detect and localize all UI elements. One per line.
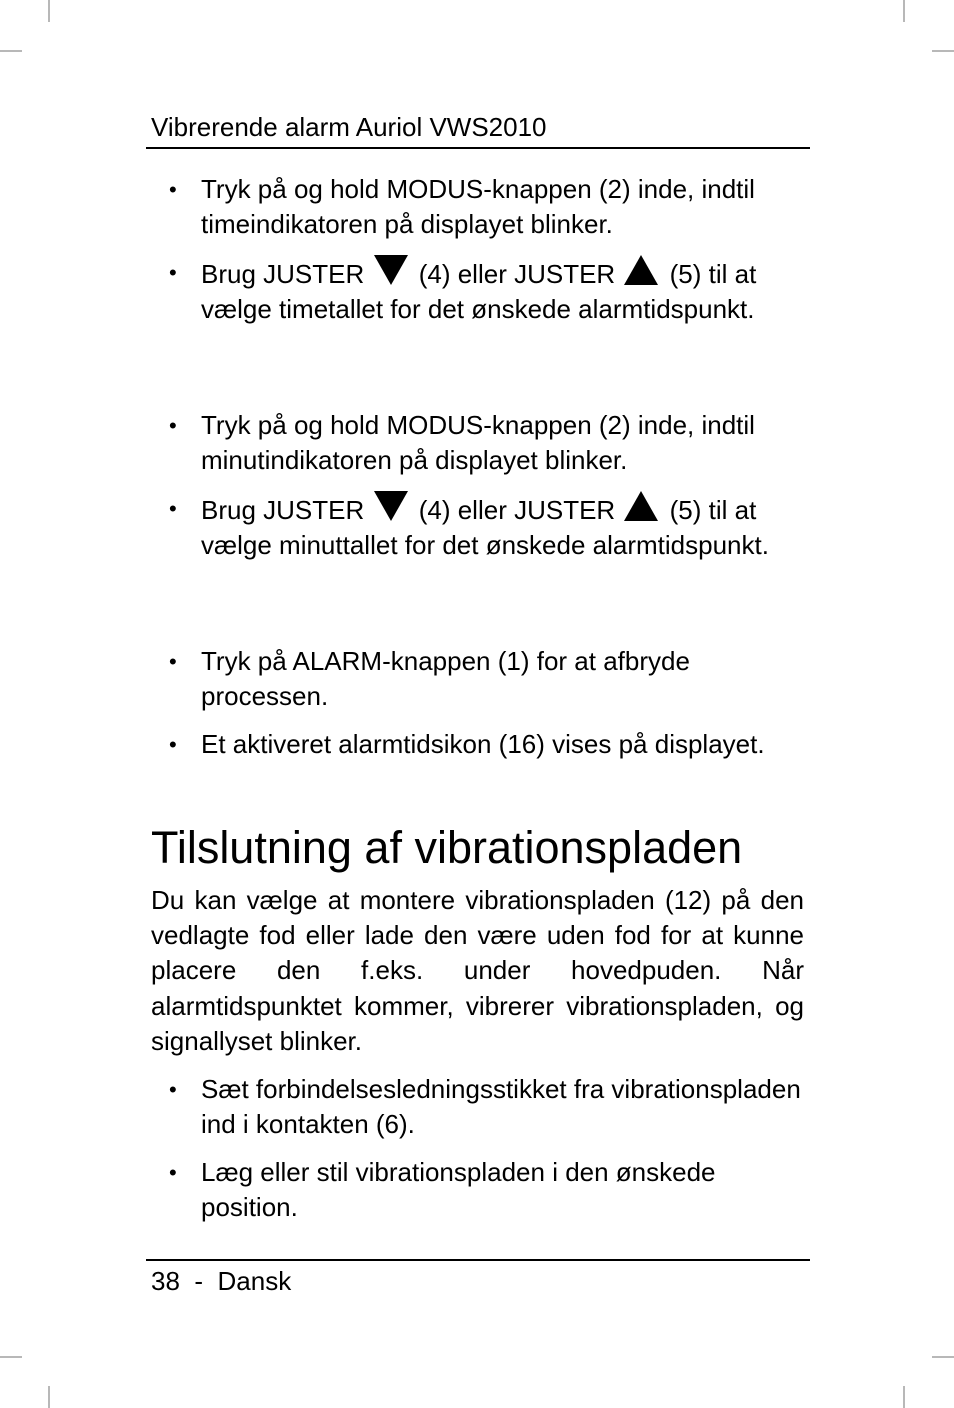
list-item bbox=[151, 255, 811, 327]
running-header: Vibrerende alarm Auriol VWS2010 bbox=[151, 112, 547, 142]
step-text-pre: Brug JUSTER bbox=[201, 495, 372, 525]
bullet: • bbox=[169, 1077, 177, 1102]
step-text-pre: Brug JUSTER bbox=[201, 259, 372, 289]
bullet: • bbox=[169, 732, 177, 757]
crop-mark bbox=[903, 1386, 905, 1408]
footer-language: Dansk bbox=[217, 1266, 292, 1296]
list-item bbox=[151, 1155, 811, 1225]
bullet: • bbox=[169, 496, 177, 521]
bullet: • bbox=[169, 649, 177, 674]
section-paragraph: Du kan vælge at montere vibrationspladen (12) på den vedlagte fod eller lade den være uden fod for at kunne placere den f.eks. under hovedpuden. Når alarmtidspunktet kommer, vibrerer vibrationspladen, og signallyset blinker. bbox=[151, 885, 804, 1056]
page-footer bbox=[151, 1264, 291, 1298]
list-item bbox=[151, 408, 811, 478]
crop-mark bbox=[903, 0, 905, 22]
step-text: Tryk på og hold MODUS-knappen (2) inde, indtil timeindikatoren på displayet blinker. bbox=[201, 174, 755, 239]
list-item bbox=[151, 644, 811, 714]
header-rule bbox=[146, 147, 810, 149]
triangle-down-icon bbox=[374, 255, 408, 285]
step-text: Et aktiveret alarmtidsikon (16) vises på displayet. bbox=[201, 729, 765, 759]
hour-steps-list bbox=[151, 172, 811, 327]
step-text-post: (5) til at vælge minuttallet for det ønskede alarmtidspunkt. bbox=[201, 495, 769, 560]
step-text: Tryk på og hold MODUS-knappen (2) inde, indtil minutindikatoren på displayet blinker. bbox=[201, 410, 755, 475]
footer-rule bbox=[146, 1259, 810, 1261]
step-text-mid: (4) eller JUSTER bbox=[411, 495, 623, 525]
crop-mark bbox=[932, 50, 954, 52]
finish-steps-list bbox=[151, 644, 811, 762]
crop-mark bbox=[0, 1356, 22, 1358]
step-text: Sæt forbindelsesledningsstikket fra vibrationspladen ind i kontakten (6). bbox=[201, 1074, 801, 1139]
page-number: 38 bbox=[151, 1266, 180, 1296]
crop-mark bbox=[48, 1386, 50, 1408]
bullet: • bbox=[169, 177, 177, 202]
step-text-mid: (4) eller JUSTER bbox=[411, 259, 623, 289]
connection-steps-list bbox=[151, 1072, 811, 1225]
crop-mark bbox=[48, 0, 50, 22]
step-text-post: (5) til at vælge timetallet for det ønskede alarmtidspunkt. bbox=[201, 259, 757, 324]
list-item bbox=[151, 491, 811, 563]
crop-mark bbox=[932, 1356, 954, 1358]
list-item bbox=[151, 172, 811, 242]
bullet: • bbox=[169, 413, 177, 438]
footer-separator: - bbox=[194, 1266, 204, 1296]
triangle-down-icon bbox=[374, 491, 408, 521]
list-item bbox=[151, 727, 811, 762]
crop-mark bbox=[0, 50, 22, 52]
section-heading: Tilslutning af vibrationspladen bbox=[151, 822, 743, 873]
triangle-up-icon bbox=[624, 255, 658, 285]
step-text: Læg eller stil vibrationspladen i den ønskede position. bbox=[201, 1157, 716, 1222]
triangle-up-icon bbox=[624, 491, 658, 521]
list-item bbox=[151, 1072, 811, 1142]
minute-steps-list bbox=[151, 408, 811, 563]
step-text: Tryk på ALARM-knappen (1) for at afbryde processen. bbox=[201, 646, 690, 711]
bullet: • bbox=[169, 1160, 177, 1185]
bullet: • bbox=[169, 260, 177, 285]
